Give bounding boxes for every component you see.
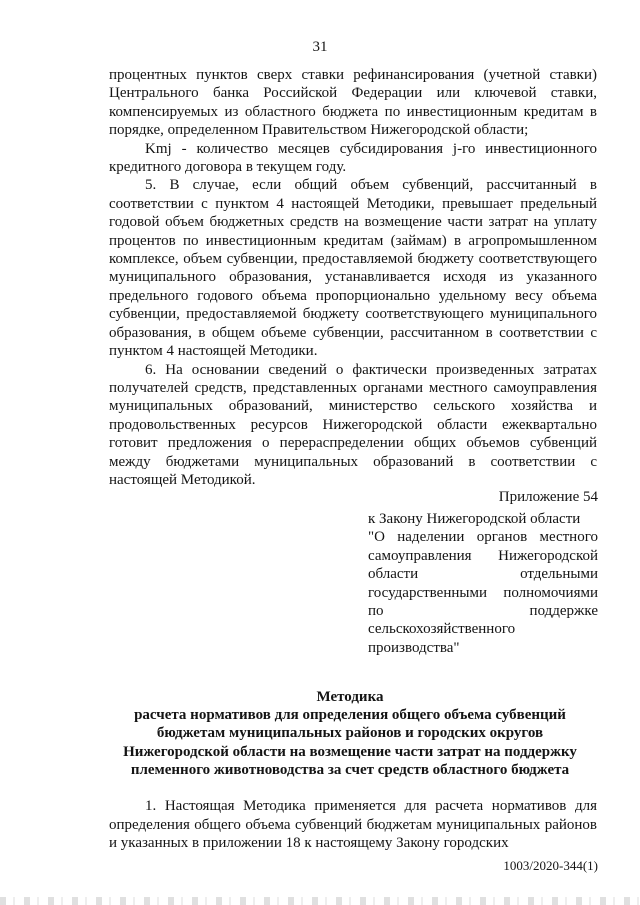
body-paragraph: процентных пунктов сверх ставки рефинансирования (учетной ставки) Центрального банка Российской Федерации или ключевой ставки, компенсируемых из областного бюджета по инвестиционным кредитам в порядке, определенном Правительством Нижегородской области; bbox=[109, 67, 597, 139]
heading-line: племенного животноводства за счет средств областного бюджета bbox=[130, 761, 570, 778]
scan-edge-artifact bbox=[0, 897, 640, 905]
appendix-title: Приложение 54 bbox=[498, 489, 598, 505]
heading-line: бюджетам муниципальных районов и городских округов bbox=[156, 725, 544, 742]
appendix-line: к Закону Нижегородской области bbox=[368, 511, 581, 527]
appendix-reference bbox=[368, 510, 598, 657]
body-paragraph: 5. В случае, если общий объем субвенций, рассчитанный в соответствии с пунктом 4 настоящей Методики, превышает предельный годовой объем бюджетных средств на возмещение части затрат на уплату процентов по инвестиционным кредитам (займам) в агропромышленном комплексе, объем субвенции, предоставляемой бюджету соответствующего муниципального образования, устанавливается исходя из указанного предельного годового объема пропорционально удельному весу объема субвенции, предоставляемой бюджету соответствующего муниципального образования, в общем объеме субвенции, рассчитанном в соответствии с пунктом 4 настоящей Методики. bbox=[109, 177, 597, 360]
document-id: 1003/2020-344(1) bbox=[503, 858, 598, 873]
methodology-heading bbox=[100, 688, 600, 779]
heading-line: Методика bbox=[316, 689, 384, 705]
document-body bbox=[109, 66, 597, 489]
methodology-body bbox=[109, 797, 597, 853]
body-paragraph: Kmj - количество месяцев субсидирования j-го инвестиционного кредитного договора в текущем году. bbox=[109, 140, 597, 176]
page-number: 31 bbox=[312, 39, 328, 55]
heading-line: Нижегородской области на возмещение части затрат на поддержку bbox=[123, 743, 577, 760]
appendix-line: "О наделении органов местного самоуправления Нижегородской области отдельными государственными полномочиями по поддержке сельскохозяйственного производства" bbox=[368, 529, 598, 656]
heading-line: расчета нормативов для определения общего объема субвенций bbox=[134, 707, 566, 724]
body-paragraph: 6. На основании сведений о фактически произведенных затратах получателей средств, представленных органами местного самоуправления муниципальных образований, министерство сельского хозяйства и продовольственных ресурсов Нижегородской области ежеквартально готовит предложения о перераспределении общих объемов субвенций между бюджетами муниципальных образований в соответствии с настоящей Методикой. bbox=[109, 361, 597, 488]
methodology-paragraph: 1. Настоящая Методика применяется для расчета нормативов для определения общего объема субвенций бюджетам муниципальных районов и указанных в приложении 18 к настоящему Закону городских bbox=[109, 798, 597, 852]
